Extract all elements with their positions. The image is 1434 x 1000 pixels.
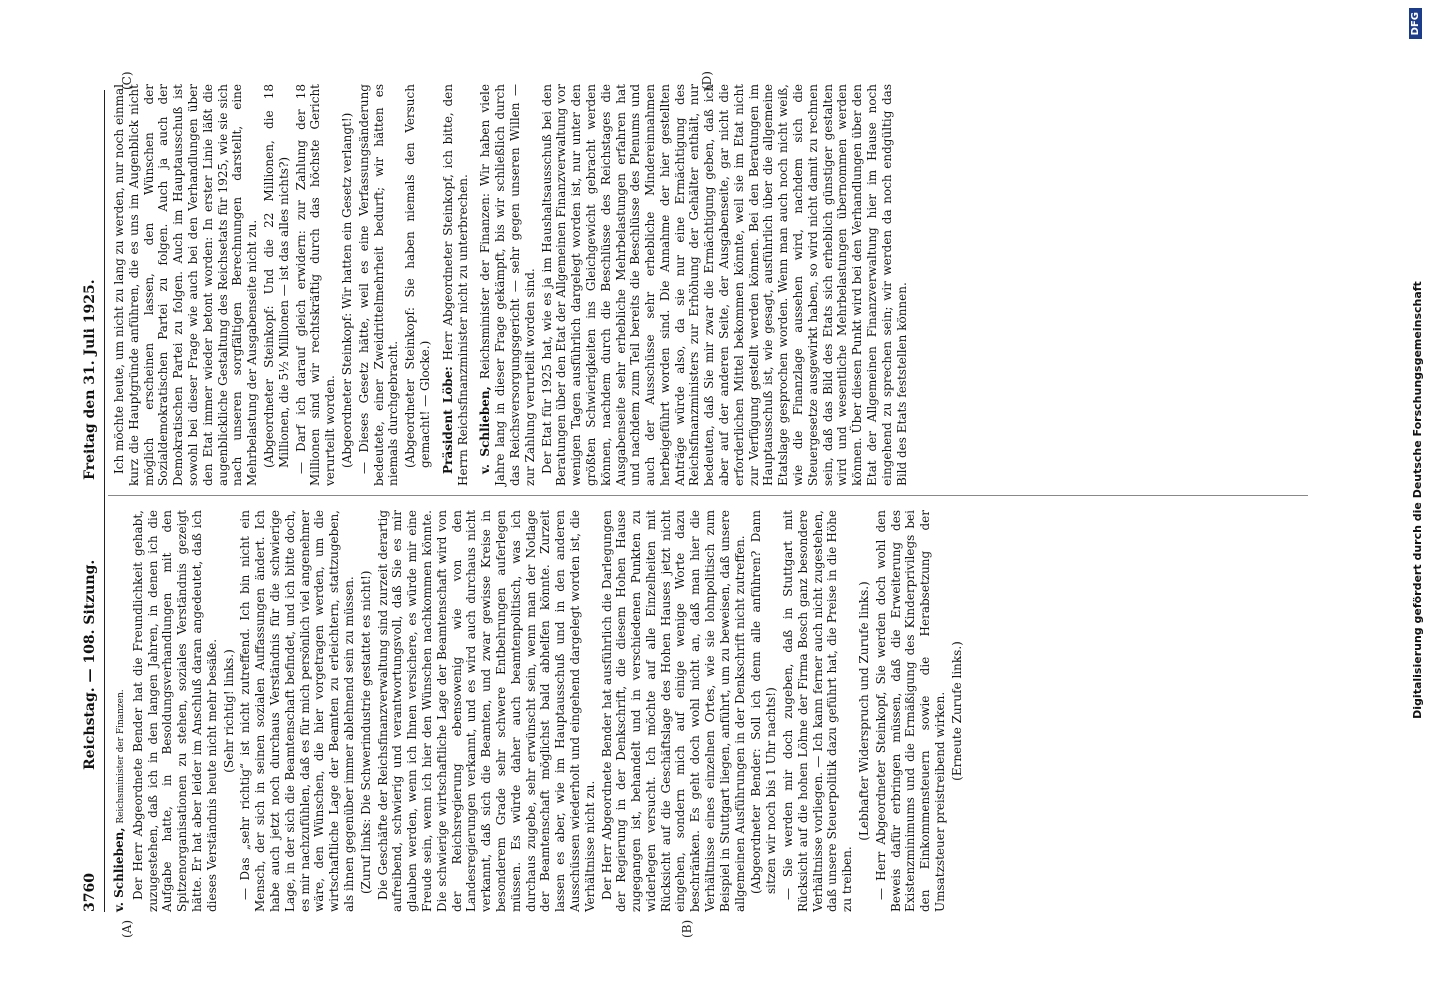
dfg-logo: DFG [1409, 8, 1422, 39]
margin-marker-b: (B) [680, 919, 694, 938]
interjection: (Abgeordneter Bender: Soll ich denn alle anführen? Dann sitzen wir noch bis 1 Uhr nachts!) [749, 510, 779, 894]
interjection: (Abgeordneter Steinkopf: Sie haben niemals den Versuch gemacht! — Glocke.) [403, 84, 432, 468]
president-text: Herr Abgeordneter Steinkopf, ich bitte, den Herrn Reichsfinanzminister nicht zu unterbrechen. [440, 84, 470, 486]
paragraph: Die Geschäfte der Reichsfinanzverwaltung sind zurzeit derartig aufreibend, schwierig und verantwortungsvoll, daß Sie es mir glauben werden, wenn ich Ihnen versichere, es würde mir eine Freude sein, wenn ich hier den Wünschen nachkommen könnte. Die schwierige wirtschaftliche Lage der Beamtenschaft wird von der Reichsregierung ebensowenig wie von den Landesregierungen verkannt, und es wird auch durchaus nicht verkannt, daß sich die Beamten, und zwar gewisse Kreise in besonderem Grade sehr schwere Entbehrungen auferlegen müssen. Es würde daher auch beamtenpolitisch, was ich durchaus zugebe, sehr erwünscht sein, wenn man der Notlage der Beamtenschaft möglichst bald abhelfen könnte. Zurzeit lassen es aber, wie im Hauptausschuß und in den anderen Ausschüssen wiederholt und eingehend dargelegt worden ist, die Verhältnisse nicht zu. [375, 510, 597, 912]
paragraph: — Dieses Gesetz hätte, weil es eine Verfassungsänderung bedeutete, einer Zweidrittelmehrheit bedurft; wir hätten es niemals durchgebracht. [356, 84, 401, 486]
minister-name: v. Schlieben, [478, 386, 493, 474]
margin-marker-d: (D) [700, 71, 714, 90]
right-column [112, 84, 911, 486]
margin-marker-c: (C) [120, 71, 134, 90]
paragraph: — Sie werden mir doch zugeben, daß in Stuttgart mit Rücksicht auf die hohen Löhne der Firma Bosch ganz besondere Verhältnisse vorliegen. — Ich kann ferner auch nicht zugestehen, daß unsere Steuerpolitik dazu geführt hat, die Preise in die Höhe zu treiben. [781, 510, 855, 912]
column-divider [108, 495, 1308, 496]
speaker-name: v. Schlieben, [112, 827, 126, 912]
minister-text: Reichsminister der Finanzen: Wir haben viele Jahre lang in dieser Frage gekämpft, bis wir schließlich durch das Reichsversorgungsgericht — sehr gegen unseren Willen — zur Zahlung verurteilt worden sind. [478, 84, 537, 486]
left-column [112, 510, 967, 912]
header-rule [104, 90, 105, 912]
credit-strip [1405, 0, 1434, 1000]
interjection: (Zuruf links: Die Schwerindustrie gestattet es nicht!) [358, 570, 373, 894]
minister-line [478, 84, 537, 486]
speaker-line [112, 510, 129, 912]
president-line [441, 84, 471, 486]
dfg-credit: Digitalisierung gefördert durch die Deutsche Forschungsgemeinschaft [1411, 281, 1424, 719]
date-header: Freitag den 31. Juli 1925. [82, 279, 98, 480]
paragraph: Der Herr Abgeordnete Bender hat die Freundlichkeit gehabt, zuzugestehen, daß ich in den langen Jahren, in denen ich die Aufgabe hatte, in Besoldungsverhandlungen mit den Spitzenorganisationen zu stehen, soziales Verständnis gezeigt hätte. Er hat aber leider im Anschluß daran angedeutet, daß ich dieses Verständnis heute nicht mehr besäße. [130, 510, 219, 912]
paragraph: — Das „sehr richtig“ ist nicht zutreffend. Ich bin nicht ein Mensch, der sich in seinen sozialen Auffassungen ändert. Ich habe auch jetzt noch durchaus Verständnis für die schwierige Lage, in der sich die Beamtenschaft befindet, und ich bitte doch, es mir nachzufühlen, daß es für mich persönlich viel angenehmer wäre, den Wünschen, die hier vorgetragen werden, um die wirtschaftliche Lage der Beamten zu erleichtern, stattzugeben, als ihnen gegenüber immer ablehnend sein zu müssen. [238, 510, 356, 912]
interjection: (Abgeordneter Steinkopf: Wir hatten ein Gesetz verlangt!) [339, 112, 354, 468]
paragraph: Der Herr Abgeordnete Bender hat ausführlich die Darlegungen der Regierung in der Denkschrift, die diesem Hohen Hause zugegangen ist, behandelt und in verschiedenen Punkten zu widerlegen versucht. Ich möchte auf alle Einzelheiten mit Rücksicht auf die Geschäftslage des Hohen Hauses jetzt nicht eingehen, sondern mich auf einige wenige Worte dazu beschränken. Es geht doch wohl nicht an, daß man hier die Verhältnisse eines einzelnen Ortes, wie sie lohnpolitisch zum Beispiel in Stuttgart liegen, anführt, um zu beweisen, daß unsere allgemeinen Ausführungen in der Denkschrift nicht zutreffen. [599, 510, 747, 912]
margin-marker-a: (A) [120, 919, 134, 938]
president-name: Präsident Löbe: [440, 366, 455, 474]
paragraph: — Darf ich darauf gleich erwidern: zur Zahlung der 18 Millionen sind wir rechtskräftig durch das höchste Gericht verurteilt worden. [293, 84, 338, 486]
interjection: (Sehr richtig! links.) [221, 649, 236, 773]
paragraph: Der Etat für 1925 hat, wie es ja im Haushaltsausschuß bei den Beratungen über den Etat der Allgemeinen Finanzverwaltung vor wenigen Tagen ausführlich dargelegt worden ist, nur unter den größten Schwierigkeiten ins Gleichgewicht gebracht werden können, nachdem durch die Beschlüsse des Reichstages die Ausgabenseite sehr erhebliche Mehrbelastungen erfahren hat und nachdem zum Teil bereits die Beschlüsse des Plenums und auch der Ausschüsse sehr erhebliche Mindereinnahmen herbeigeführt worden sind. Die Annahme der hier gestellten Anträge würde also, da sie nur eine Ermächtigung des Reichsfinanzministers zur Erhöhung der Gehälter enthält, nur bedeuten, daß Sie mir zwar die Ermächtigung geben, daß ich aber auf der anderen Seite, der Ausgabenseite, gar nicht die erforderlichen Mittel bekommen könnte, weil sie im Etat nicht zur Verfügung gestellt werden können. Bei den Beratungen im Hauptausschuß ist, wie gesagt, ausführlich über die allgemeine Etatslage gesprochen worden. Wenn man auch noch nicht weiß, wie die Finanzlage aussehen wird, nachdem sich die Steuergesetze ausgewirkt haben, so wird nicht damit zu rechnen sein, daß das Bild des Etats sich erheblich günstiger gestalten wird und wesentliche Mehrbelastungen übernommen werden können. Über diesen Punkt wird bei den Verhandlungen über den Etat der Allgemeinen Finanzverwaltung hier im Hause noch eingehend zu sprechen sein; wir werden da noch endgültig das Bild des Etats feststellen können. [539, 84, 909, 486]
interjection: (Erneute Zurufe links.) [949, 641, 964, 781]
interjection: (Lebhafter Widerspruch und Zurufe links.) [857, 581, 872, 841]
paragraph: — Herr Abgeordneter Steinkopf, Sie werden doch wohl den Beweis dafür erbringen müssen, daß die Erweiterung des Existenzminimums und die Ermäßigung des Kinderprivilegs bei den Einkommensteuern sowie die Herabsetzung der Umsatzsteuer preistreibend wirken. [873, 510, 948, 912]
speaker-role: Reichsminister der Finanzen. [116, 689, 126, 824]
session-header: Reichstag. — 108. Sitzung. [82, 559, 98, 770]
page-number: 3760 [82, 873, 98, 912]
paragraph: Ich möchte heute, um nicht zu lang zu werden, nur noch einmal kurz die Hauptgründe anführen, die es uns im Augenblick nicht möglich erscheinen lassen, den Wünschen der Sozialdemokratischen Partei zu folgen. Auch ja auch der Demokratischen Partei zu folgen. Auch im Hauptausschuß ist sowohl bei dieser Frage wie auch bei den Verhandlungen über den Etat immer wieder betont worden: In erster Linie läßt die augenblickliche Gestaltung des Reichsetats für 1925, wie sie sich nach unseren sorgfältigen Berechnungen darstellt, eine Mehrbelastung der Ausgabenseite nicht zu. [112, 84, 260, 486]
interjection: (Abgeordneter Steinkopf: Und die 22 Millionen, die 18 Millionen, die 5½ Millionen — ist das alles nichts?) [261, 84, 291, 468]
